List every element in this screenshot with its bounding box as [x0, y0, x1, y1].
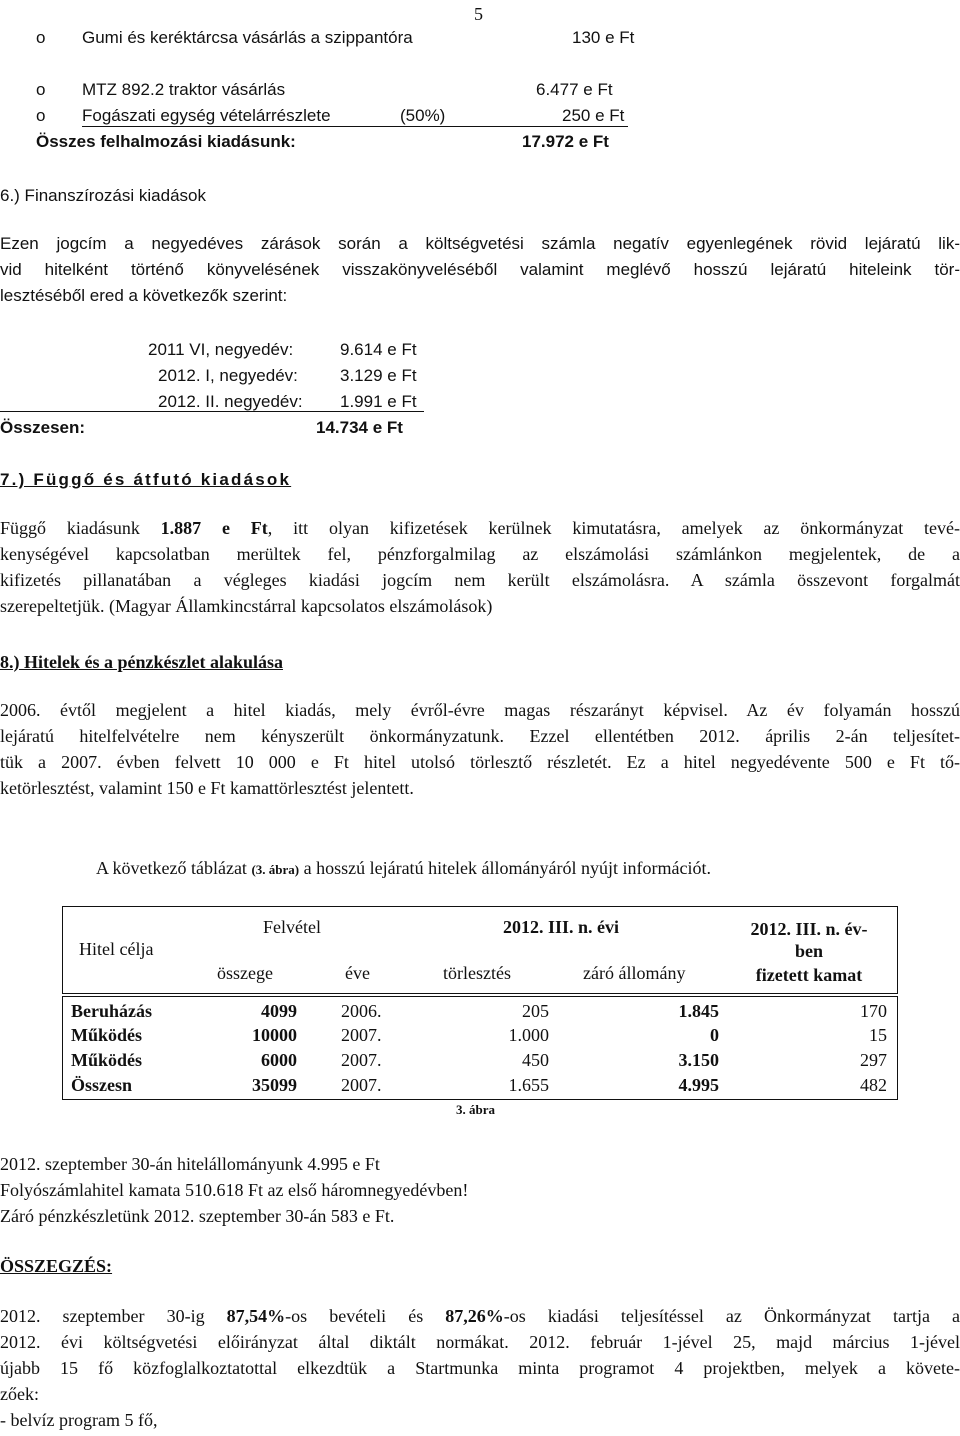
list-item-label: Fogászati egység vételárrészlete	[82, 106, 331, 125]
section-8-heading: 8.) Hitelek és a pénzkészlet alakulása	[0, 652, 283, 672]
column-header-purpose: Hitel célja	[79, 939, 154, 959]
paragraph-line: kifizetés pillanatában a végleges kiadási jogcím nem került elszámolásra. A számla összevont forgalmát	[0, 570, 960, 590]
paragraph-line: kenységével kapcsolatban merültek fel, pénzforgalmilag az elszámolási számlánkon megjelentek, de a	[0, 544, 960, 564]
text-run: -os bevételi és	[285, 1306, 446, 1326]
list-bullet: o	[36, 28, 46, 47]
quarter-amount: 3.129 e Ft	[340, 366, 417, 385]
paragraph-line: 2012. évi költségvetési előirányzat által diktált normákat. 2012. február 1-jével 25, majd március 1-jével	[0, 1332, 960, 1352]
cell-repay: 1.655	[508, 1075, 549, 1095]
cell-purpose: Összesn	[71, 1075, 133, 1095]
paragraph-line: vid hitelként történő könyvelésének visszakönyveléséből valamint meglévő hosszú lejáratú hiteleink tör-	[0, 260, 960, 279]
paragraph-line: szerepeltetjük. (Magyar Államkincstárral kapcsolatos elszámolások)	[0, 596, 493, 616]
column-header-amount: összege	[217, 963, 273, 983]
section-8-paragraph	[0, 698, 960, 802]
column-header-interest-l2: ben	[794, 941, 823, 961]
paragraph-line: lejáratú hitelfelvételre nem kényszerült önkormányzatunk. Ezzel ellentétben 2012. április 2-án teljesítet-	[0, 726, 960, 746]
cell-amount: 4099	[261, 1001, 297, 1021]
cell-closing: 0	[710, 1025, 719, 1045]
column-header-interest-l3: fizetett kamat	[755, 965, 863, 985]
section-7-paragraph	[0, 516, 960, 620]
revenue-rate: 87,54%	[226, 1306, 286, 1326]
paragraph-line: - belvíz program 5 fő,	[0, 1410, 158, 1430]
cell-year: 2007.	[341, 1025, 382, 1045]
text-run: Függő kiadásunk	[0, 518, 161, 538]
paragraph-line	[0, 1304, 960, 1330]
cell-purpose: Működés	[71, 1050, 143, 1070]
cell-repay: 450	[522, 1050, 549, 1070]
quarter-amount: 9.614 e Ft	[340, 340, 417, 359]
paragraph-line: újabb 15 fő közfoglalkoztatottal elkezdtük a Startmunka minta programot 4 projektben, melyek a követe-	[0, 1358, 960, 1378]
figure-reference: (3. ábra)	[251, 862, 300, 877]
table-caption: 3. ábra	[456, 1102, 495, 1117]
section-6-paragraph	[0, 232, 960, 310]
cell-year: 2007.	[341, 1050, 382, 1070]
column-group-taken: Felvétel	[263, 917, 321, 937]
section-6-heading: 6.) Finanszírozási kiadások	[0, 186, 206, 205]
expenses-total-label: Összes felhalmozási kiadásunk:	[36, 132, 296, 151]
text-run: A következő táblázat	[96, 858, 252, 878]
cell-year: 2006.	[341, 1001, 382, 1021]
cell-interest: 15	[869, 1025, 887, 1045]
cell-interest: 170	[860, 1001, 887, 1021]
loan-balance-line: 2012. szeptember 30-án hitelállományunk 4.995 e Ft	[0, 1154, 380, 1174]
loan-table-body	[62, 996, 898, 1100]
quarter-label: 2011 VI, negyedév:	[148, 340, 294, 359]
list-item-label: MTZ 892.2 traktor vásárlás	[82, 80, 286, 99]
cell-amount: 35099	[252, 1075, 297, 1095]
cell-purpose: Beruházás	[71, 1001, 152, 1021]
cell-closing: 4.995	[678, 1075, 719, 1095]
quarter-label: 2012. II. negyedév:	[158, 392, 303, 411]
column-header-closing: záró állomány	[583, 963, 686, 983]
quarter-total-label: Összesen:	[0, 418, 86, 437]
paragraph-line: tük a 2007. évben felvett 10 000 e Ft hitel utolsó törlesztő részletét. Ez a hitel negyedévente 500 e Ft tő-	[0, 752, 960, 772]
text-run: 2012. szeptember 30-ig	[0, 1306, 227, 1326]
cell-closing: 1.845	[678, 1001, 719, 1021]
cell-amount: 10000	[252, 1025, 297, 1045]
interest-line: Folyószámlahitel kamata 510.618 Ft az első háromnegyedévben!	[0, 1180, 469, 1200]
paragraph-line: ketörlesztést, valamint 150 e Ft kamattörlesztést jelentett.	[0, 778, 414, 798]
list-item-amount: 130 e Ft	[572, 28, 635, 47]
quarter-label: 2012. I, negyedév:	[158, 366, 298, 385]
cell-amount: 6000	[261, 1050, 297, 1070]
section-7-heading: 7.) Függő és átfutó kiadások	[0, 470, 292, 489]
paragraph-line	[0, 516, 960, 542]
text-run: a hosszú lejáratú hitelek állományáról nyújt információt.	[299, 858, 711, 878]
list-item-amount: 6.477 e Ft	[536, 80, 613, 99]
quarter-amount: 1.991 e Ft	[340, 392, 417, 411]
paragraph-line: Ezen jogcím a negyedéves zárások során a költségvetési számla negatív egyenlegének rövid lejáratú lik-	[0, 234, 960, 253]
list-item-note: (50%)	[400, 106, 446, 125]
expense-rate: 87,26%	[445, 1306, 504, 1326]
column-header-repay: törlesztés	[443, 963, 511, 983]
column-header-year: éve	[345, 963, 370, 983]
cell-interest: 297	[860, 1050, 887, 1070]
text-run: , itt olyan kifizetések kerülnek kimutatásra, amelyek az önkormányzat tevé-	[267, 518, 960, 538]
pending-amount: 1.887 e Ft	[160, 518, 268, 538]
page-number: 5	[474, 4, 483, 24]
list-item-label: Gumi és keréktárcsa vásárlás a szippantóra	[82, 28, 413, 47]
cell-purpose: Működés	[71, 1025, 143, 1045]
list-bullet: o	[36, 106, 46, 125]
cell-year: 2007.	[341, 1075, 382, 1095]
column-group-period: 2012. III. n. évi	[503, 917, 620, 937]
sum-rule	[0, 411, 424, 412]
cell-closing: 3.150	[678, 1050, 719, 1070]
loan-table-header	[62, 906, 898, 994]
cell-interest: 482	[860, 1075, 887, 1095]
list-bullet: o	[36, 80, 46, 99]
expenses-total-amount: 17.972 e Ft	[522, 132, 609, 151]
sum-rule	[82, 126, 628, 127]
closing-cash-line: Záró pénzkészletünk 2012. szeptember 30-án 583 e Ft.	[0, 1206, 395, 1226]
summary-heading: ÖSSZEGZÉS:	[0, 1256, 113, 1276]
cell-repay: 205	[522, 1001, 549, 1021]
quarter-total-amount: 14.734 e Ft	[316, 418, 403, 437]
cell-repay: 1.000	[508, 1025, 549, 1045]
paragraph-line: zőek:	[0, 1384, 39, 1404]
column-header-interest-l1: 2012. III. n. év-	[750, 919, 868, 939]
summary-paragraph	[0, 1304, 960, 1434]
table-intro	[96, 856, 711, 882]
text-run: -os kiadási teljesítéssel az Önkormányzat tartja a	[503, 1306, 960, 1326]
paragraph-line: 2006. évtől megjelent a hitel kiadás, mely évről-évre magas részarányt képvisel. Az év folyamán hosszú	[0, 700, 960, 720]
list-item-amount: 250 e Ft	[562, 106, 625, 125]
paragraph-line: lesztéséből ered a következők szerint:	[0, 286, 288, 305]
